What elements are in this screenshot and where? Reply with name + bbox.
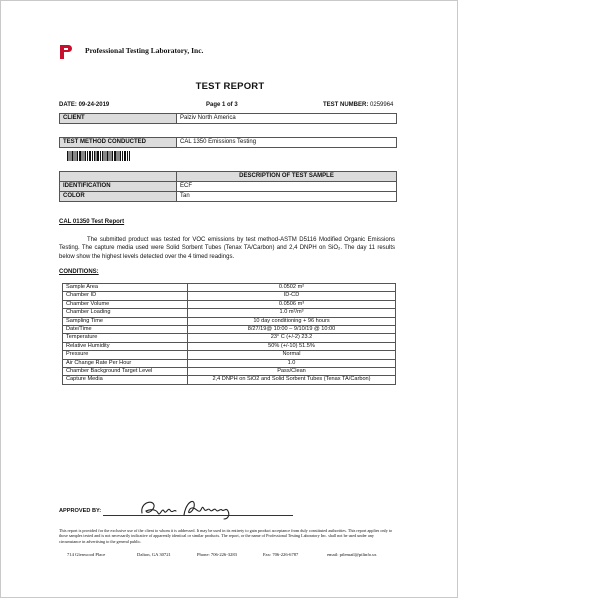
- sample-label: COLOR: [60, 192, 177, 202]
- condition-value: 8/27/19@ 10:00 – 9/10/19 @ 10:00: [188, 326, 396, 334]
- condition-label: Sample Area: [63, 284, 188, 292]
- condition-value: 0.0506 m³: [188, 300, 396, 308]
- barcode-icon: [67, 151, 130, 161]
- table-row: [63, 334, 396, 342]
- condition-label: Sampling Time: [63, 317, 188, 325]
- table-row: [63, 292, 396, 300]
- table-row: [63, 284, 396, 292]
- table-row: [63, 376, 396, 384]
- test-method-value: CAL 1350 Emissions Testing: [177, 138, 397, 148]
- lab-name: Professional Testing Laboratory, Inc.: [85, 46, 204, 55]
- date-value: 09-24-2019: [78, 102, 110, 108]
- client-value: Palziv North America: [177, 114, 397, 124]
- condition-label: Relative Humidity: [63, 342, 188, 350]
- section-paragraph: The submitted product was tested for VOC emissions by test method-ASTM D5116 Modified Organic Emissions Testing. The capture media used were Solid Sorbent Tubes (Tenax TA/Carbon) and 2,4 DNPH on SiO₂. The day 11 results below show the highest levels detected over the 4 timed readings.: [59, 237, 395, 260]
- condition-value: 1.0: [188, 359, 396, 367]
- test-number-value: 0259964: [370, 102, 394, 108]
- report-date: [59, 102, 109, 108]
- test-method-table: [59, 137, 397, 148]
- sample-row: [60, 192, 397, 202]
- date-label: DATE:: [59, 102, 77, 108]
- client-label: CLIENT: [60, 114, 177, 124]
- table-row: [63, 359, 396, 367]
- condition-label: Pressure: [63, 351, 188, 359]
- sample-header: DESCRIPTION OF TEST SAMPLE: [177, 172, 397, 182]
- condition-value: Normal: [188, 351, 396, 359]
- condition-label: Air Change Rate Per Hour: [63, 359, 188, 367]
- section-title: CAL 01350 Test Report: [59, 219, 125, 225]
- condition-label: Chamber Background Target Level: [63, 368, 188, 376]
- sample-row: [60, 182, 397, 192]
- condition-value: ID-CD: [188, 292, 396, 300]
- report-title: TEST REPORT: [195, 81, 265, 92]
- client-table: [59, 113, 397, 124]
- sample-value: Tan: [177, 192, 397, 202]
- sample-value: ECF: [177, 182, 397, 192]
- page-info: Page 1 of 3: [206, 102, 238, 108]
- table-row: [63, 326, 396, 334]
- footer-email: email: ptlemail@ptlinfo.us: [327, 552, 377, 557]
- footer-city: Dalton, GA 30721: [137, 552, 171, 557]
- condition-value: 0.0502 m²: [188, 284, 396, 292]
- condition-label: Capture Media: [63, 376, 188, 384]
- signature-icon: [136, 495, 256, 521]
- test-number: [323, 102, 393, 108]
- condition-label: Chamber Loading: [63, 309, 188, 317]
- table-row: [63, 368, 396, 376]
- test-number-label: TEST NUMBER:: [323, 102, 369, 108]
- condition-label: Date/Time: [63, 326, 188, 334]
- table-row: [63, 351, 396, 359]
- conditions-table: [62, 283, 396, 385]
- condition-value: 50% (+/-10) 51.5%: [188, 342, 396, 350]
- ptl-logo-icon: [59, 44, 73, 60]
- table-row: [63, 317, 396, 325]
- footer-address: 714 Glenwood Place: [67, 552, 106, 557]
- test-method-label: TEST METHOD CONDUCTED: [60, 138, 177, 148]
- approved-by-label: APPROVED BY:: [59, 508, 102, 514]
- table-row: [63, 309, 396, 317]
- conditions-title: CONDITIONS:: [59, 269, 99, 275]
- condition-value: 2,4 DNPH on SiO2 and Solid Sorbent Tubes (Tenax TA/Carbon): [188, 376, 396, 384]
- footer-phone: Phone: 706-226-3283: [197, 552, 237, 557]
- condition-label: Chamber Volume: [63, 300, 188, 308]
- footer-fax: Fax: 706-226-6787: [263, 552, 299, 557]
- sample-label: IDENTIFICATION: [60, 182, 177, 192]
- condition-label: Temperature: [63, 334, 188, 342]
- condition-value: Pass/Clean: [188, 368, 396, 376]
- table-row: [63, 342, 396, 350]
- condition-value: 10 day conditioning + 96 hours: [188, 317, 396, 325]
- disclaimer: This report is provided for the exclusive use of the client to whom it is addressed. It may be used in its entirety to gain product acceptance from duly constituted authorities. This report applies only to those samples tested and is not necessarily indicative of apparently identical or similar products. The report, or the name of Professional Testing Laboratory Inc. shall not be used under any circumstance in advertising to the general public.: [59, 528, 393, 544]
- condition-value: 1.0 m²/m³: [188, 309, 396, 317]
- table-row: [63, 300, 396, 308]
- condition-value: 23° C (+/-2) 23.2: [188, 334, 396, 342]
- condition-label: Chamber ID: [63, 292, 188, 300]
- sample-table: [59, 171, 397, 202]
